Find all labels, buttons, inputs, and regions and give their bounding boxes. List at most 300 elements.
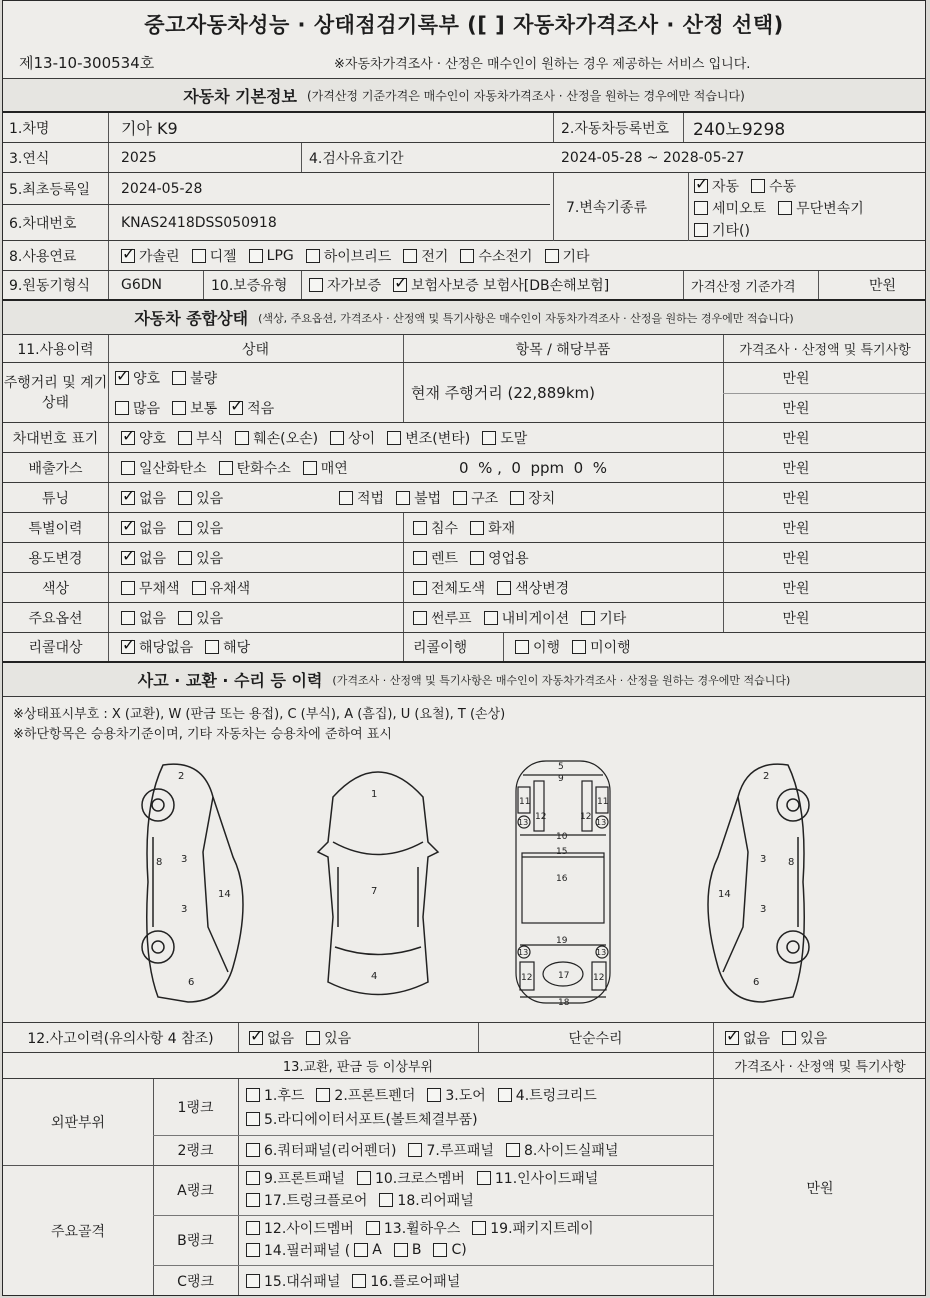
engine-row bbox=[3, 271, 925, 301]
engine-label: 9.원동기형식 bbox=[9, 278, 90, 294]
car-right-side-diagram bbox=[688, 757, 818, 1007]
checkbox-icon[interactable] bbox=[115, 401, 129, 415]
first-reg-value: 2024-05-28 bbox=[121, 181, 203, 197]
color-options bbox=[115, 573, 395, 602]
tuning-item[interactable]: 불법 bbox=[396, 488, 441, 508]
simple-repair-options bbox=[719, 1023, 919, 1052]
status-heading-note: (색상, 주요옵션, 가격조사 · 산정액 및 특기사항은 매수인이 자동차가격조사 · 산정을 원하는 경우에만 적습니다) bbox=[258, 311, 794, 325]
special-label: 특별이력 bbox=[28, 520, 83, 537]
svg-text:16: 16 bbox=[556, 874, 568, 884]
svg-text:9: 9 bbox=[558, 774, 564, 784]
status-heading-row bbox=[3, 301, 925, 335]
fuel-option[interactable]: 하이브리드 bbox=[306, 246, 392, 266]
accident-history-options bbox=[243, 1023, 473, 1052]
svg-text:7: 7 bbox=[371, 886, 378, 897]
svg-text:13: 13 bbox=[518, 948, 529, 957]
checkbox-icon[interactable] bbox=[121, 249, 135, 263]
special-option[interactable]: 있음 bbox=[178, 518, 223, 538]
checkbox-icon[interactable] bbox=[394, 1243, 408, 1257]
svg-text:13: 13 bbox=[518, 818, 529, 827]
vin-mark-options bbox=[115, 423, 720, 452]
engine-value: G6DN bbox=[121, 277, 163, 293]
checkbox-icon[interactable] bbox=[246, 1274, 260, 1288]
svg-text:19: 19 bbox=[556, 936, 568, 946]
trans-option[interactable]: 수동 bbox=[751, 176, 796, 196]
svg-text:15: 15 bbox=[556, 847, 568, 857]
checkbox-icon[interactable] bbox=[121, 521, 135, 535]
rank1-row1 bbox=[246, 1083, 609, 1107]
checkbox-icon[interactable] bbox=[694, 179, 708, 193]
parts-price-unit: 만원 bbox=[806, 1181, 834, 1197]
fuel-option[interactable]: 전기 bbox=[403, 246, 448, 266]
reg-no-label: 2.자동차등록번호 bbox=[561, 120, 670, 137]
special-option[interactable]: ✓ 없음 bbox=[121, 518, 166, 538]
basic-info-heading-note: (가격산정 기준가격은 매수인이 자동차가격조사 · 산정을 원하는 경우에만 적습니다) bbox=[306, 88, 745, 103]
svg-text:12: 12 bbox=[521, 973, 533, 983]
special-item[interactable]: 화재 bbox=[470, 518, 515, 538]
checkbox-icon[interactable] bbox=[366, 1221, 380, 1235]
usage-item[interactable]: 영업용 bbox=[470, 548, 529, 568]
part-option[interactable]: B bbox=[394, 1242, 422, 1258]
mileage-option[interactable]: 보통 bbox=[172, 398, 217, 418]
checkbox-icon[interactable] bbox=[246, 1171, 260, 1185]
rankA-label: A랭크 bbox=[177, 1183, 214, 1199]
option-items bbox=[407, 603, 719, 632]
simple-repair-option[interactable]: 있음 bbox=[782, 1028, 827, 1048]
trans-label: 7.변속기종류 bbox=[566, 200, 647, 216]
svg-text:8: 8 bbox=[156, 857, 163, 868]
checkbox-icon[interactable] bbox=[192, 249, 206, 263]
basic-row-2 bbox=[3, 143, 925, 173]
vin-value: KNAS2418DSS050918 bbox=[121, 214, 277, 231]
svg-text:2: 2 bbox=[763, 771, 770, 782]
car-name-value: 기아 K9 bbox=[121, 119, 178, 138]
svg-text:18: 18 bbox=[558, 998, 570, 1007]
special-options bbox=[115, 513, 395, 542]
recall-option[interactable]: ✓ 해당없음 bbox=[121, 637, 193, 657]
accident-heading-row bbox=[3, 663, 925, 697]
svg-text:5: 5 bbox=[558, 762, 564, 772]
tuning-option[interactable]: ✓ 없음 bbox=[121, 488, 166, 508]
checkbox-icon[interactable] bbox=[433, 1243, 447, 1257]
checkbox-icon[interactable] bbox=[178, 491, 192, 505]
vin-mark-option[interactable]: 훼손(오손) bbox=[235, 428, 318, 448]
special-items bbox=[407, 513, 719, 542]
checkbox-icon[interactable] bbox=[515, 640, 529, 654]
checkbox-icon[interactable] bbox=[497, 581, 511, 595]
recall-options bbox=[115, 633, 395, 661]
emission-label: 배출가스 bbox=[28, 460, 83, 477]
part-option[interactable]: 3.도어 bbox=[427, 1085, 485, 1105]
checkbox-icon[interactable] bbox=[178, 611, 192, 625]
option-label: 주요옵션 bbox=[28, 610, 83, 627]
price-base-unit: 만원 bbox=[869, 278, 897, 294]
rank2-label: 2랭크 bbox=[177, 1143, 214, 1159]
svg-text:1: 1 bbox=[371, 789, 378, 800]
checkbox-icon[interactable] bbox=[751, 179, 765, 193]
checkbox-icon[interactable] bbox=[172, 401, 186, 415]
checkbox-icon[interactable] bbox=[121, 491, 135, 505]
col-price: 가격조사 · 산정액 및 특기사항 bbox=[739, 343, 911, 358]
checkbox-icon[interactable] bbox=[453, 491, 467, 505]
accident-heading: 사고 · 교환 · 수리 등 이력 bbox=[137, 671, 323, 690]
checkbox-icon[interactable] bbox=[408, 1143, 422, 1157]
svg-text:12: 12 bbox=[535, 812, 547, 822]
simple-repair-option[interactable]: ✓ 없음 bbox=[725, 1028, 770, 1048]
usage-option[interactable]: ✓ 없음 bbox=[121, 548, 166, 568]
checkbox-icon[interactable] bbox=[235, 431, 249, 445]
fuel-option[interactable]: 디젤 bbox=[192, 246, 237, 266]
checkbox-icon[interactable] bbox=[352, 1274, 366, 1288]
vin-mark-row bbox=[3, 423, 925, 453]
svg-text:11: 11 bbox=[597, 797, 609, 807]
checkbox-icon[interactable] bbox=[472, 1221, 486, 1235]
checkbox-icon[interactable] bbox=[246, 1243, 260, 1257]
svg-text:3: 3 bbox=[760, 904, 767, 915]
checkbox-icon[interactable] bbox=[306, 1031, 320, 1045]
checkbox-icon[interactable] bbox=[506, 1143, 520, 1157]
rankC-label: C랭크 bbox=[177, 1274, 214, 1290]
emission-option[interactable]: 일산화탄소 bbox=[121, 458, 207, 478]
usage-option[interactable]: 있음 bbox=[178, 548, 223, 568]
checkbox-icon[interactable] bbox=[178, 521, 192, 535]
rankA-row2 bbox=[246, 1189, 486, 1211]
pillar-panel-label: 14.필러패널 ( bbox=[264, 1243, 351, 1259]
svg-text:12: 12 bbox=[580, 812, 592, 822]
option-options bbox=[115, 603, 395, 632]
option-price-unit: 만원 bbox=[782, 610, 810, 627]
vin-mark-option[interactable]: 부식 bbox=[178, 428, 223, 448]
recall-done-option[interactable]: 이행 bbox=[515, 637, 560, 657]
col-state: 상태 bbox=[241, 341, 270, 358]
fuel-label: 8.사용연료 bbox=[9, 248, 77, 265]
checkbox-icon[interactable] bbox=[379, 1193, 393, 1207]
checkbox-icon[interactable] bbox=[396, 491, 410, 505]
basic-info-heading-row bbox=[3, 79, 925, 113]
mileage-value: 현재 주행거리 (22,889km) bbox=[411, 384, 595, 402]
status-heading: 자동차 종합상태 bbox=[134, 309, 249, 328]
checkbox-icon[interactable] bbox=[354, 1243, 368, 1257]
color-price-unit: 만원 bbox=[782, 580, 810, 597]
part-option[interactable]: 1.후드 bbox=[246, 1085, 304, 1105]
part-option[interactable]: 5.라디에이터서포트(볼트체결부품) bbox=[246, 1109, 478, 1129]
checkbox-icon[interactable] bbox=[121, 431, 135, 445]
trans-option[interactable]: 무단변속기 bbox=[778, 198, 864, 218]
accident-history-label: 12.사고이력(유의사항 4 참조) bbox=[27, 1030, 214, 1047]
checkbox-icon[interactable] bbox=[403, 249, 417, 263]
checkbox-icon[interactable] bbox=[510, 491, 524, 505]
color-item[interactable]: 전체도색 bbox=[413, 578, 485, 598]
checkbox-icon[interactable] bbox=[303, 461, 317, 475]
tuning-items bbox=[333, 483, 718, 512]
mileage-state-row2 bbox=[115, 393, 286, 423]
emission-option[interactable]: 탄화수소 bbox=[219, 458, 291, 478]
checkbox-icon[interactable] bbox=[413, 551, 427, 565]
checkbox-icon[interactable] bbox=[246, 1112, 260, 1126]
checkbox-icon[interactable] bbox=[482, 431, 496, 445]
option-option[interactable]: 있음 bbox=[178, 608, 223, 628]
parts-heading: 13.교환, 판금 등 이상부위 bbox=[282, 1060, 434, 1075]
checkbox-icon[interactable] bbox=[330, 431, 344, 445]
rank2-row bbox=[246, 1135, 630, 1165]
inspect-period-value: 2024-05-28 ~ 2028-05-27 bbox=[561, 149, 745, 166]
tuning-item[interactable]: 적법 bbox=[339, 488, 384, 508]
checkbox-icon[interactable] bbox=[172, 371, 186, 385]
status-code-legend: ※상태표시부호 : X (교환), W (판금 또는 용접), C (부식), A (흠집), U (요철), T (손상) bbox=[13, 707, 506, 722]
emission-price-unit: 만원 bbox=[782, 460, 810, 477]
trans-option[interactable]: 기타() bbox=[694, 220, 750, 240]
checkbox-icon[interactable] bbox=[470, 551, 484, 565]
checkbox-icon[interactable] bbox=[121, 551, 135, 565]
checkbox-icon[interactable] bbox=[219, 461, 233, 475]
checkbox-icon[interactable] bbox=[192, 581, 206, 595]
emission-row bbox=[3, 453, 925, 483]
part-option[interactable]: 8.사이드실패널 bbox=[506, 1140, 619, 1160]
accident-history-option[interactable]: 있음 bbox=[306, 1028, 351, 1048]
main-frame-label: 주요골격 bbox=[50, 1224, 106, 1240]
inspect-label: 4.검사유효기간 bbox=[309, 150, 404, 167]
part-option[interactable]: 12.사이드멤버 bbox=[246, 1218, 354, 1238]
checkbox-icon[interactable] bbox=[121, 611, 135, 625]
checkbox-icon[interactable] bbox=[121, 581, 135, 595]
part-option[interactable]: 13.휠하우스 bbox=[366, 1218, 460, 1238]
rankB-row1 bbox=[246, 1217, 606, 1239]
checkbox-icon[interactable] bbox=[205, 640, 219, 654]
emission-options bbox=[115, 453, 415, 482]
vin-mark-option[interactable]: ✓ 양호 bbox=[121, 428, 166, 448]
year-value: 2025 bbox=[121, 149, 157, 166]
tuning-options bbox=[115, 483, 335, 512]
special-item[interactable]: 침수 bbox=[413, 518, 458, 538]
major-options-row bbox=[3, 603, 925, 633]
checkbox-icon[interactable] bbox=[357, 1171, 371, 1185]
checkbox-icon[interactable] bbox=[121, 461, 135, 475]
fuel-option[interactable]: 기타 bbox=[545, 246, 590, 266]
part-option[interactable]: 11.인사이드패널 bbox=[477, 1168, 598, 1188]
svg-text:12: 12 bbox=[593, 973, 605, 983]
checkbox-icon[interactable] bbox=[316, 1088, 330, 1102]
rank1-row2 bbox=[246, 1107, 490, 1131]
rankB-label: B랭크 bbox=[177, 1233, 214, 1249]
vin-mark-price-unit: 만원 bbox=[782, 430, 810, 447]
mileage-option[interactable]: 많음 bbox=[115, 398, 160, 418]
color-option[interactable]: 무채색 bbox=[121, 578, 180, 598]
special-history-row bbox=[3, 513, 925, 543]
basic-row-3-divider bbox=[3, 173, 550, 205]
accident-history-row bbox=[3, 1023, 925, 1053]
color-item[interactable]: 색상변경 bbox=[497, 578, 569, 598]
recall-done-options bbox=[509, 633, 719, 661]
usage-label: 용도변경 bbox=[28, 550, 83, 567]
checkbox-icon[interactable] bbox=[393, 278, 407, 292]
special-price-unit: 만원 bbox=[782, 520, 810, 537]
checkbox-icon[interactable] bbox=[572, 640, 586, 654]
color-label: 색상 bbox=[41, 580, 70, 597]
checkbox-icon[interactable] bbox=[246, 1193, 260, 1207]
fuel-row bbox=[3, 241, 925, 271]
checkbox-icon[interactable] bbox=[229, 401, 243, 415]
document-title: 중고자동차성능 · 상태점검기록부 ([ ] 자동차가격조사 · 산정 선택) bbox=[144, 12, 784, 37]
checkbox-icon[interactable] bbox=[115, 371, 129, 385]
checkbox-icon[interactable] bbox=[484, 611, 498, 625]
parts-header-row bbox=[3, 1053, 925, 1079]
checkbox-icon[interactable] bbox=[306, 249, 320, 263]
mileage-label: 주행거리 및 계기상태 bbox=[3, 374, 108, 411]
transmission-block bbox=[553, 173, 926, 241]
vin-mark-option[interactable]: 변조(변타) bbox=[387, 428, 470, 448]
mileage-option[interactable]: ✓ 적음 bbox=[229, 398, 274, 418]
checkbox-icon[interactable] bbox=[778, 201, 792, 215]
trans-option[interactable]: ✓ 자동 bbox=[694, 176, 739, 196]
usage-item[interactable]: 렌트 bbox=[413, 548, 458, 568]
checkbox-icon[interactable] bbox=[413, 611, 427, 625]
warranty-option[interactable]: ✓ 보험사보증 보험사[DB손해보험] bbox=[393, 275, 609, 295]
recall-label: 리콜대상 bbox=[28, 640, 83, 656]
checkbox-icon[interactable] bbox=[694, 201, 708, 215]
inspection-record-sheet bbox=[2, 0, 926, 1296]
car-left-side-diagram bbox=[133, 757, 263, 1007]
part-option[interactable]: 4.트렁크리드 bbox=[498, 1085, 597, 1105]
checkbox-icon[interactable] bbox=[246, 1143, 260, 1157]
svg-text:10: 10 bbox=[556, 832, 568, 842]
svg-text:11: 11 bbox=[519, 797, 531, 807]
price-base-label: 가격산정 기준가격 bbox=[691, 279, 796, 295]
svg-text:8: 8 bbox=[788, 857, 795, 868]
checkbox-icon[interactable] bbox=[339, 491, 353, 505]
part-option[interactable]: 2.프론트펜더 bbox=[316, 1085, 415, 1105]
service-notice: ※자동차가격조사 · 산정은 매수인이 원하는 경우 제공하는 서비스 입니다. bbox=[334, 56, 751, 72]
checkbox-icon[interactable] bbox=[309, 278, 323, 292]
checkbox-icon[interactable] bbox=[470, 521, 484, 535]
checkbox-icon[interactable] bbox=[178, 431, 192, 445]
option-item[interactable]: 내비게이션 bbox=[484, 608, 570, 628]
option-item[interactable]: 기타 bbox=[581, 608, 626, 628]
part-option[interactable]: 15.대쉬패널 bbox=[246, 1271, 340, 1291]
checkbox-icon[interactable] bbox=[178, 551, 192, 565]
document-number: 제13-10-300534호 bbox=[19, 53, 155, 72]
part-option[interactable]: 6.쿼터패널(리어펜더) bbox=[246, 1140, 396, 1160]
checkbox-icon[interactable] bbox=[413, 581, 427, 595]
recall-done-label: 리콜이행 bbox=[413, 640, 468, 656]
svg-text:13: 13 bbox=[596, 948, 607, 957]
header-title-row bbox=[3, 1, 925, 46]
accident-heading-note: (가격조사 · 산정액 및 특기사항은 매수인이 자동차가격조사 · 산정을 원하는 경우에만 적습니다) bbox=[332, 673, 791, 687]
rankC-row bbox=[246, 1265, 472, 1296]
svg-text:14: 14 bbox=[218, 889, 231, 900]
svg-text:2: 2 bbox=[178, 771, 185, 782]
checkbox-icon[interactable] bbox=[413, 521, 427, 535]
fuel-option[interactable]: LPG bbox=[249, 248, 294, 264]
checkbox-icon[interactable] bbox=[581, 611, 595, 625]
checkbox-icon[interactable] bbox=[246, 1088, 260, 1102]
trans-option[interactable]: 세미오토 bbox=[694, 198, 766, 218]
fuel-option[interactable]: 수소전기 bbox=[460, 246, 532, 266]
car-frame-diagram bbox=[508, 757, 618, 1007]
tuning-item[interactable]: 구조 bbox=[453, 488, 498, 508]
accident-history-option[interactable]: ✓ 없음 bbox=[249, 1028, 294, 1048]
rank1-label: 1랭크 bbox=[177, 1100, 214, 1116]
recall-option[interactable]: 해당 bbox=[205, 637, 250, 657]
checkbox-icon[interactable] bbox=[725, 1031, 739, 1045]
col-item: 항목 / 해당부품 bbox=[515, 341, 611, 358]
part-option[interactable]: 18.리어패널 bbox=[379, 1190, 473, 1210]
warranty-options bbox=[303, 271, 683, 299]
tuning-price-unit: 만원 bbox=[782, 490, 810, 507]
part-option[interactable]: 10.크로스멤버 bbox=[357, 1168, 465, 1188]
vin-label: 6.차대번호 bbox=[9, 215, 77, 232]
part-option[interactable]: 7.루프패널 bbox=[408, 1140, 493, 1160]
checkbox-icon[interactable] bbox=[694, 223, 708, 237]
checkbox-icon[interactable] bbox=[249, 1031, 263, 1045]
option-option[interactable]: 없음 bbox=[121, 608, 166, 628]
checkbox-icon[interactable] bbox=[545, 249, 559, 263]
part-option[interactable]: 16.플로어패널 bbox=[352, 1271, 460, 1291]
basic-row-1 bbox=[3, 113, 925, 143]
mileage-price-unit: 만원 bbox=[782, 370, 810, 387]
part-option[interactable]: A bbox=[354, 1242, 382, 1258]
vin-mark-label: 차대번호 표기 bbox=[12, 430, 99, 447]
checkbox-icon[interactable] bbox=[121, 640, 135, 654]
tuning-item[interactable]: 장치 bbox=[510, 488, 555, 508]
car-name-label: 1.차명 bbox=[9, 120, 50, 137]
checkbox-icon[interactable] bbox=[460, 249, 474, 263]
checkbox-icon[interactable] bbox=[427, 1088, 441, 1102]
part-option[interactable]: C) bbox=[433, 1242, 466, 1258]
checkbox-icon[interactable] bbox=[477, 1171, 491, 1185]
recall-row bbox=[3, 633, 925, 663]
recall-done-option[interactable]: 미이행 bbox=[572, 637, 631, 657]
mileage-option[interactable]: ✓ 양호 bbox=[115, 368, 160, 388]
svg-text:6: 6 bbox=[188, 977, 195, 988]
svg-text:3: 3 bbox=[181, 904, 188, 915]
car-top-view-diagram bbox=[313, 757, 443, 1007]
fuel-option[interactable]: ✓ 가솔린 bbox=[121, 246, 180, 266]
checkbox-icon[interactable] bbox=[782, 1031, 796, 1045]
warranty-option[interactable]: 자가보증 bbox=[309, 275, 381, 295]
color-option[interactable]: 유채색 bbox=[192, 578, 251, 598]
color-row bbox=[3, 573, 925, 603]
parts-body bbox=[3, 1079, 925, 1296]
rankB-row2 bbox=[246, 1239, 479, 1261]
checkbox-icon[interactable] bbox=[498, 1088, 512, 1102]
part-option[interactable]: 9.프론트패널 bbox=[246, 1168, 345, 1188]
svg-text:4: 4 bbox=[371, 971, 378, 982]
vin-mark-option[interactable]: 도말 bbox=[482, 428, 527, 448]
basic-info-heading: 자동차 기본정보 bbox=[183, 86, 297, 106]
svg-text:3: 3 bbox=[760, 854, 767, 865]
diagram-area bbox=[3, 697, 925, 1023]
tuning-option[interactable]: 있음 bbox=[178, 488, 223, 508]
vin-mark-option[interactable]: 상이 bbox=[330, 428, 375, 448]
part-option[interactable]: 19.패키지트레이 bbox=[472, 1218, 593, 1238]
checkbox-icon[interactable] bbox=[387, 431, 401, 445]
first-reg-label: 5.최초등록일 bbox=[9, 182, 90, 198]
usage-price-unit: 만원 bbox=[782, 550, 810, 567]
parts-price-heading: 가격조사 · 산정액 및 특기사항 bbox=[734, 1060, 906, 1075]
emission-option[interactable]: 매연 bbox=[303, 458, 348, 478]
part-option[interactable]: 17.트렁크플로어 bbox=[246, 1190, 367, 1210]
checkbox-icon[interactable] bbox=[246, 1221, 260, 1235]
mileage-option[interactable]: 불량 bbox=[172, 368, 217, 388]
usage-options bbox=[115, 543, 395, 572]
outer-panel-label: 외판부위 bbox=[50, 1115, 106, 1131]
mileage-state-row1 bbox=[115, 363, 229, 393]
tuning-label: 튜닝 bbox=[41, 490, 70, 507]
standard-note: ※하단항목은 승용차기준이며, 기타 자동차는 승용차에 준하여 표시 bbox=[13, 727, 392, 742]
checkbox-icon[interactable] bbox=[249, 249, 263, 263]
trans-options bbox=[694, 175, 876, 241]
option-item[interactable]: 썬루프 bbox=[413, 608, 472, 628]
